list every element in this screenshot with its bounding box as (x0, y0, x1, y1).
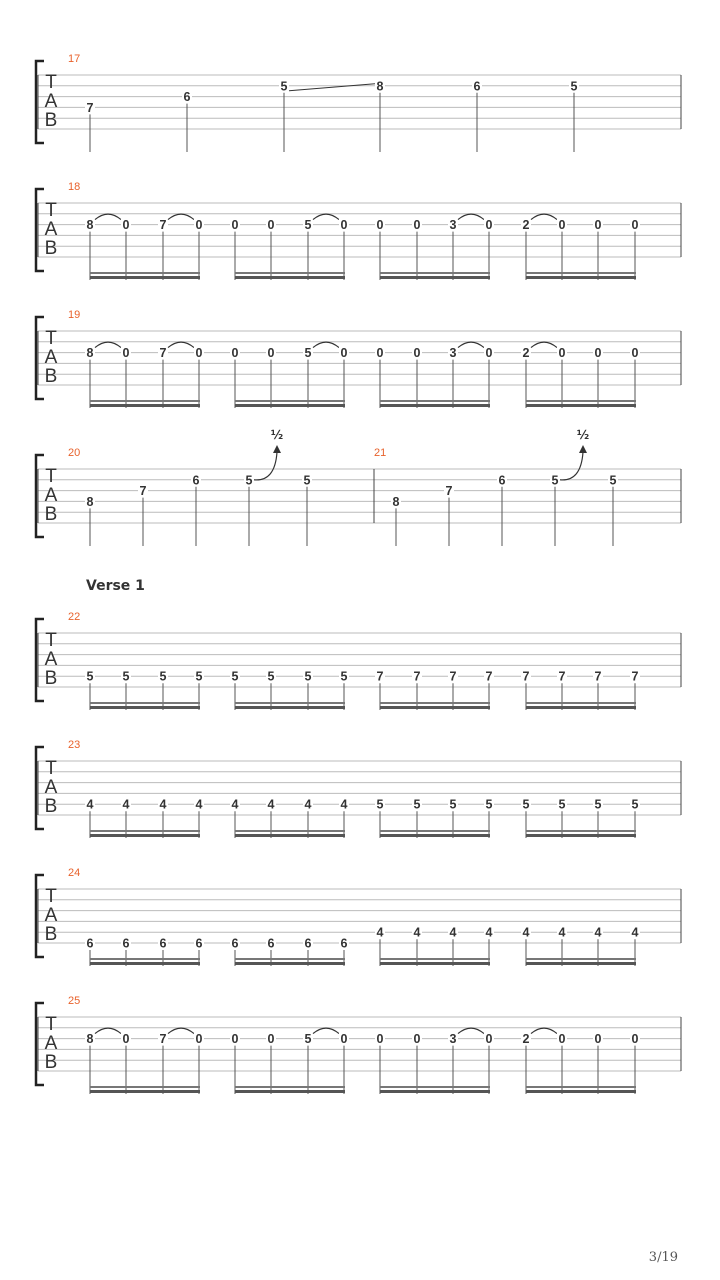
fret-number: 5 (86, 669, 94, 684)
fret-number: 5 (159, 669, 167, 684)
beam-secondary (90, 272, 200, 274)
fret-number: 0 (594, 218, 602, 233)
fret-number: 4 (340, 797, 348, 812)
beam-secondary (235, 958, 345, 960)
fret-number: 4 (86, 797, 94, 812)
tab-clef-letter: T (45, 72, 57, 93)
beam-secondary (526, 272, 636, 274)
beam-secondary (90, 702, 200, 704)
tab-clef-letter: B (44, 796, 58, 817)
measure-number: 20 (68, 447, 81, 459)
fret-number: 5 (570, 79, 578, 94)
fret-number: 6 (86, 936, 94, 951)
fret-number: 6 (267, 936, 275, 951)
fret-number: 8 (86, 218, 94, 233)
tie-arc (458, 1028, 484, 1034)
fret-number: 0 (340, 346, 348, 361)
bend-curve (254, 452, 277, 480)
fret-number: 5 (340, 669, 348, 684)
fret-number: 4 (522, 925, 530, 940)
tab-clef-letter: A (44, 485, 58, 506)
beam-primary (90, 962, 200, 965)
fret-number: 0 (376, 1032, 384, 1047)
fret-number: 7 (485, 669, 493, 684)
tab-clef-letter: B (44, 504, 58, 525)
fret-number: 7 (159, 1032, 167, 1047)
page-number: 3/19 (648, 1250, 678, 1265)
system-bracket (36, 189, 44, 271)
fret-number: 4 (594, 925, 602, 940)
bend-arrow (273, 445, 281, 453)
tie-arc (95, 214, 121, 220)
tab-clef-letter: T (45, 886, 57, 907)
system-bracket (36, 317, 44, 399)
fret-number: 4 (159, 797, 167, 812)
fret-number: 7 (413, 669, 421, 684)
beam-secondary (526, 400, 636, 402)
beam-primary (235, 706, 345, 709)
fret-number: 4 (122, 797, 130, 812)
fret-number: 0 (267, 1032, 275, 1047)
beam-secondary (526, 702, 636, 704)
beam-secondary (526, 830, 636, 832)
beam-primary (90, 834, 200, 837)
tab-clef-letter: T (45, 328, 57, 349)
tie-arc (95, 1028, 121, 1034)
fret-number: 0 (631, 218, 639, 233)
fret-number: 5 (304, 669, 312, 684)
fret-number: 0 (267, 346, 275, 361)
fret-number: 4 (195, 797, 203, 812)
fret-number: 5 (449, 797, 457, 812)
tie-arc (313, 1028, 339, 1034)
tie-arc (531, 214, 557, 220)
beam-primary (235, 962, 345, 965)
fret-number: 0 (631, 346, 639, 361)
fret-number: 7 (522, 669, 530, 684)
fret-number: 0 (413, 346, 421, 361)
fret-number: 5 (195, 669, 203, 684)
tab-clef-letter: T (45, 200, 57, 221)
fret-number: 4 (558, 925, 566, 940)
beam-primary (380, 962, 490, 965)
measure-number: 17 (68, 53, 81, 65)
beam-secondary (380, 958, 490, 960)
measure-number: 23 (68, 739, 81, 751)
fret-number: 5 (551, 473, 559, 488)
beam-secondary (526, 1086, 636, 1088)
fret-number: 7 (594, 669, 602, 684)
beam-primary (526, 706, 636, 709)
beam-primary (380, 706, 490, 709)
fret-number: 4 (413, 925, 421, 940)
fret-number: 6 (304, 936, 312, 951)
fret-number: 0 (231, 346, 239, 361)
fret-number: 0 (558, 346, 566, 361)
bend-arrow (579, 445, 587, 453)
fret-number: 7 (159, 218, 167, 233)
beam-secondary (235, 272, 345, 274)
measure-number: 19 (68, 309, 81, 321)
fret-number: 6 (159, 936, 167, 951)
fret-number: 6 (498, 473, 506, 488)
fret-number: 4 (485, 925, 493, 940)
tab-clef-letter: A (44, 347, 58, 368)
tie-arc (168, 342, 194, 348)
fret-number: 8 (86, 1032, 94, 1047)
beam-primary (90, 706, 200, 709)
fret-number: 0 (231, 1032, 239, 1047)
fret-number: 4 (231, 797, 239, 812)
fret-number: 7 (449, 669, 457, 684)
tab-clef-letter: A (44, 1033, 58, 1054)
fret-number: 2 (522, 346, 530, 361)
beam-primary (235, 404, 345, 407)
fret-number: 5 (413, 797, 421, 812)
fret-number: 0 (376, 218, 384, 233)
fret-number: 6 (340, 936, 348, 951)
fret-number: 0 (267, 218, 275, 233)
beam-primary (90, 1090, 200, 1093)
beam-secondary (235, 830, 345, 832)
system-bracket (36, 61, 44, 143)
fret-number: 0 (195, 218, 203, 233)
beam-primary (235, 1090, 345, 1093)
fret-number: 0 (122, 218, 130, 233)
fret-number: 5 (304, 346, 312, 361)
section-label-verse: Verse 1 (86, 578, 145, 594)
fret-number: 5 (122, 669, 130, 684)
fret-number: 4 (304, 797, 312, 812)
tie-arc (458, 342, 484, 348)
fret-number: 6 (195, 936, 203, 951)
tie-arc (168, 1028, 194, 1034)
tab-clef-letter: B (44, 924, 58, 945)
system-bracket (36, 455, 44, 537)
beam-primary (380, 276, 490, 279)
fret-number: 8 (86, 494, 94, 509)
tie-arc (531, 1028, 557, 1034)
beam-primary (380, 834, 490, 837)
beam-secondary (235, 702, 345, 704)
tie-arc (531, 342, 557, 348)
system-bracket (36, 1003, 44, 1085)
fret-number: 5 (594, 797, 602, 812)
tab-clef-letter: A (44, 777, 58, 798)
fret-number: 5 (609, 473, 617, 488)
fret-number: 6 (183, 90, 191, 105)
beam-secondary (90, 830, 200, 832)
fret-number: 5 (304, 218, 312, 233)
fret-number: 0 (558, 218, 566, 233)
fret-number: 0 (340, 1032, 348, 1047)
fret-number: 5 (304, 1032, 312, 1047)
fret-number: 8 (86, 346, 94, 361)
system-bracket (36, 875, 44, 957)
fret-number: 0 (485, 1032, 493, 1047)
tab-clef-letter: A (44, 219, 58, 240)
tab-clef-letter: B (44, 366, 58, 387)
beam-primary (526, 1090, 636, 1093)
fret-number: 2 (522, 218, 530, 233)
beam-primary (380, 404, 490, 407)
fret-number: 0 (485, 346, 493, 361)
fret-number: 5 (267, 669, 275, 684)
beam-secondary (90, 958, 200, 960)
fret-number: 0 (340, 218, 348, 233)
bend-label: ½ (576, 428, 590, 442)
fret-number: 0 (558, 1032, 566, 1047)
tab-clef-letter: T (45, 630, 57, 651)
fret-number: 0 (485, 218, 493, 233)
fret-number: 0 (376, 346, 384, 361)
fret-number: 0 (413, 218, 421, 233)
measure-number: 18 (68, 181, 81, 193)
tab-clef-letter: T (45, 1014, 57, 1035)
beam-primary (526, 834, 636, 837)
fret-number: 6 (122, 936, 130, 951)
beam-secondary (380, 830, 490, 832)
fret-number: 2 (522, 1032, 530, 1047)
measure-number: 22 (68, 611, 81, 623)
tab-clef-letter: B (44, 1052, 58, 1073)
fret-number: 4 (267, 797, 275, 812)
measure-number: 25 (68, 995, 81, 1007)
beam-primary (90, 276, 200, 279)
fret-number: 0 (631, 1032, 639, 1047)
fret-number: 5 (631, 797, 639, 812)
fret-number: 5 (522, 797, 530, 812)
bend-label: ½ (270, 428, 284, 442)
tie-arc (313, 214, 339, 220)
fret-number: 7 (558, 669, 566, 684)
fret-number: 7 (376, 669, 384, 684)
fret-number: 3 (449, 346, 457, 361)
fret-number: 5 (376, 797, 384, 812)
beam-primary (526, 404, 636, 407)
tab-clef-letter: A (44, 91, 58, 112)
beam-primary (526, 962, 636, 965)
beam-primary (380, 1090, 490, 1093)
fret-number: 6 (192, 473, 200, 488)
fret-number: 5 (558, 797, 566, 812)
fret-number: 3 (449, 1032, 457, 1047)
beam-secondary (380, 272, 490, 274)
tab-clef-letter: A (44, 905, 58, 926)
beam-secondary (526, 958, 636, 960)
tie-arc (95, 342, 121, 348)
system-bracket (36, 747, 44, 829)
tab-clef-letter: B (44, 110, 58, 131)
system-bracket (36, 619, 44, 701)
fret-number: 6 (473, 79, 481, 94)
fret-number: 8 (376, 79, 384, 94)
fret-number: 3 (449, 218, 457, 233)
fret-number: 7 (631, 669, 639, 684)
beam-primary (526, 276, 636, 279)
tie-arc (313, 342, 339, 348)
fret-number: 5 (231, 669, 239, 684)
beam-secondary (380, 702, 490, 704)
tie-arc (458, 214, 484, 220)
fret-number: 0 (195, 1032, 203, 1047)
fret-number: 0 (594, 1032, 602, 1047)
fret-number: 7 (159, 346, 167, 361)
tie-arc (168, 214, 194, 220)
fret-number: 0 (413, 1032, 421, 1047)
beam-primary (235, 834, 345, 837)
beam-secondary (90, 400, 200, 402)
fret-number: 7 (139, 484, 147, 499)
fret-number: 0 (195, 346, 203, 361)
fret-number: 5 (303, 473, 311, 488)
fret-number: 6 (231, 936, 239, 951)
measure-number: 21 (374, 447, 387, 459)
tab-clef-letter: B (44, 238, 58, 259)
fret-number: 5 (485, 797, 493, 812)
beam-primary (90, 404, 200, 407)
beam-secondary (235, 400, 345, 402)
fret-number: 0 (231, 218, 239, 233)
slide-line (289, 84, 375, 91)
fret-number: 7 (445, 484, 453, 499)
beam-secondary (380, 1086, 490, 1088)
fret-number: 5 (280, 79, 288, 94)
beam-secondary (90, 1086, 200, 1088)
fret-number: 4 (631, 925, 639, 940)
measure-number: 24 (68, 867, 81, 879)
tab-clef-letter: T (45, 758, 57, 779)
fret-number: 4 (449, 925, 457, 940)
beam-primary (235, 276, 345, 279)
tab-clef-letter: T (45, 466, 57, 487)
fret-number: 8 (392, 494, 400, 509)
beam-secondary (235, 1086, 345, 1088)
fret-number: 0 (594, 346, 602, 361)
fret-number: 7 (86, 100, 94, 115)
tab-clef-letter: B (44, 668, 58, 689)
bend-curve (560, 452, 583, 480)
tab-clef-letter: A (44, 649, 58, 670)
fret-number: 0 (122, 346, 130, 361)
fret-number: 0 (122, 1032, 130, 1047)
beam-secondary (380, 400, 490, 402)
fret-number: 5 (245, 473, 253, 488)
fret-number: 4 (376, 925, 384, 940)
